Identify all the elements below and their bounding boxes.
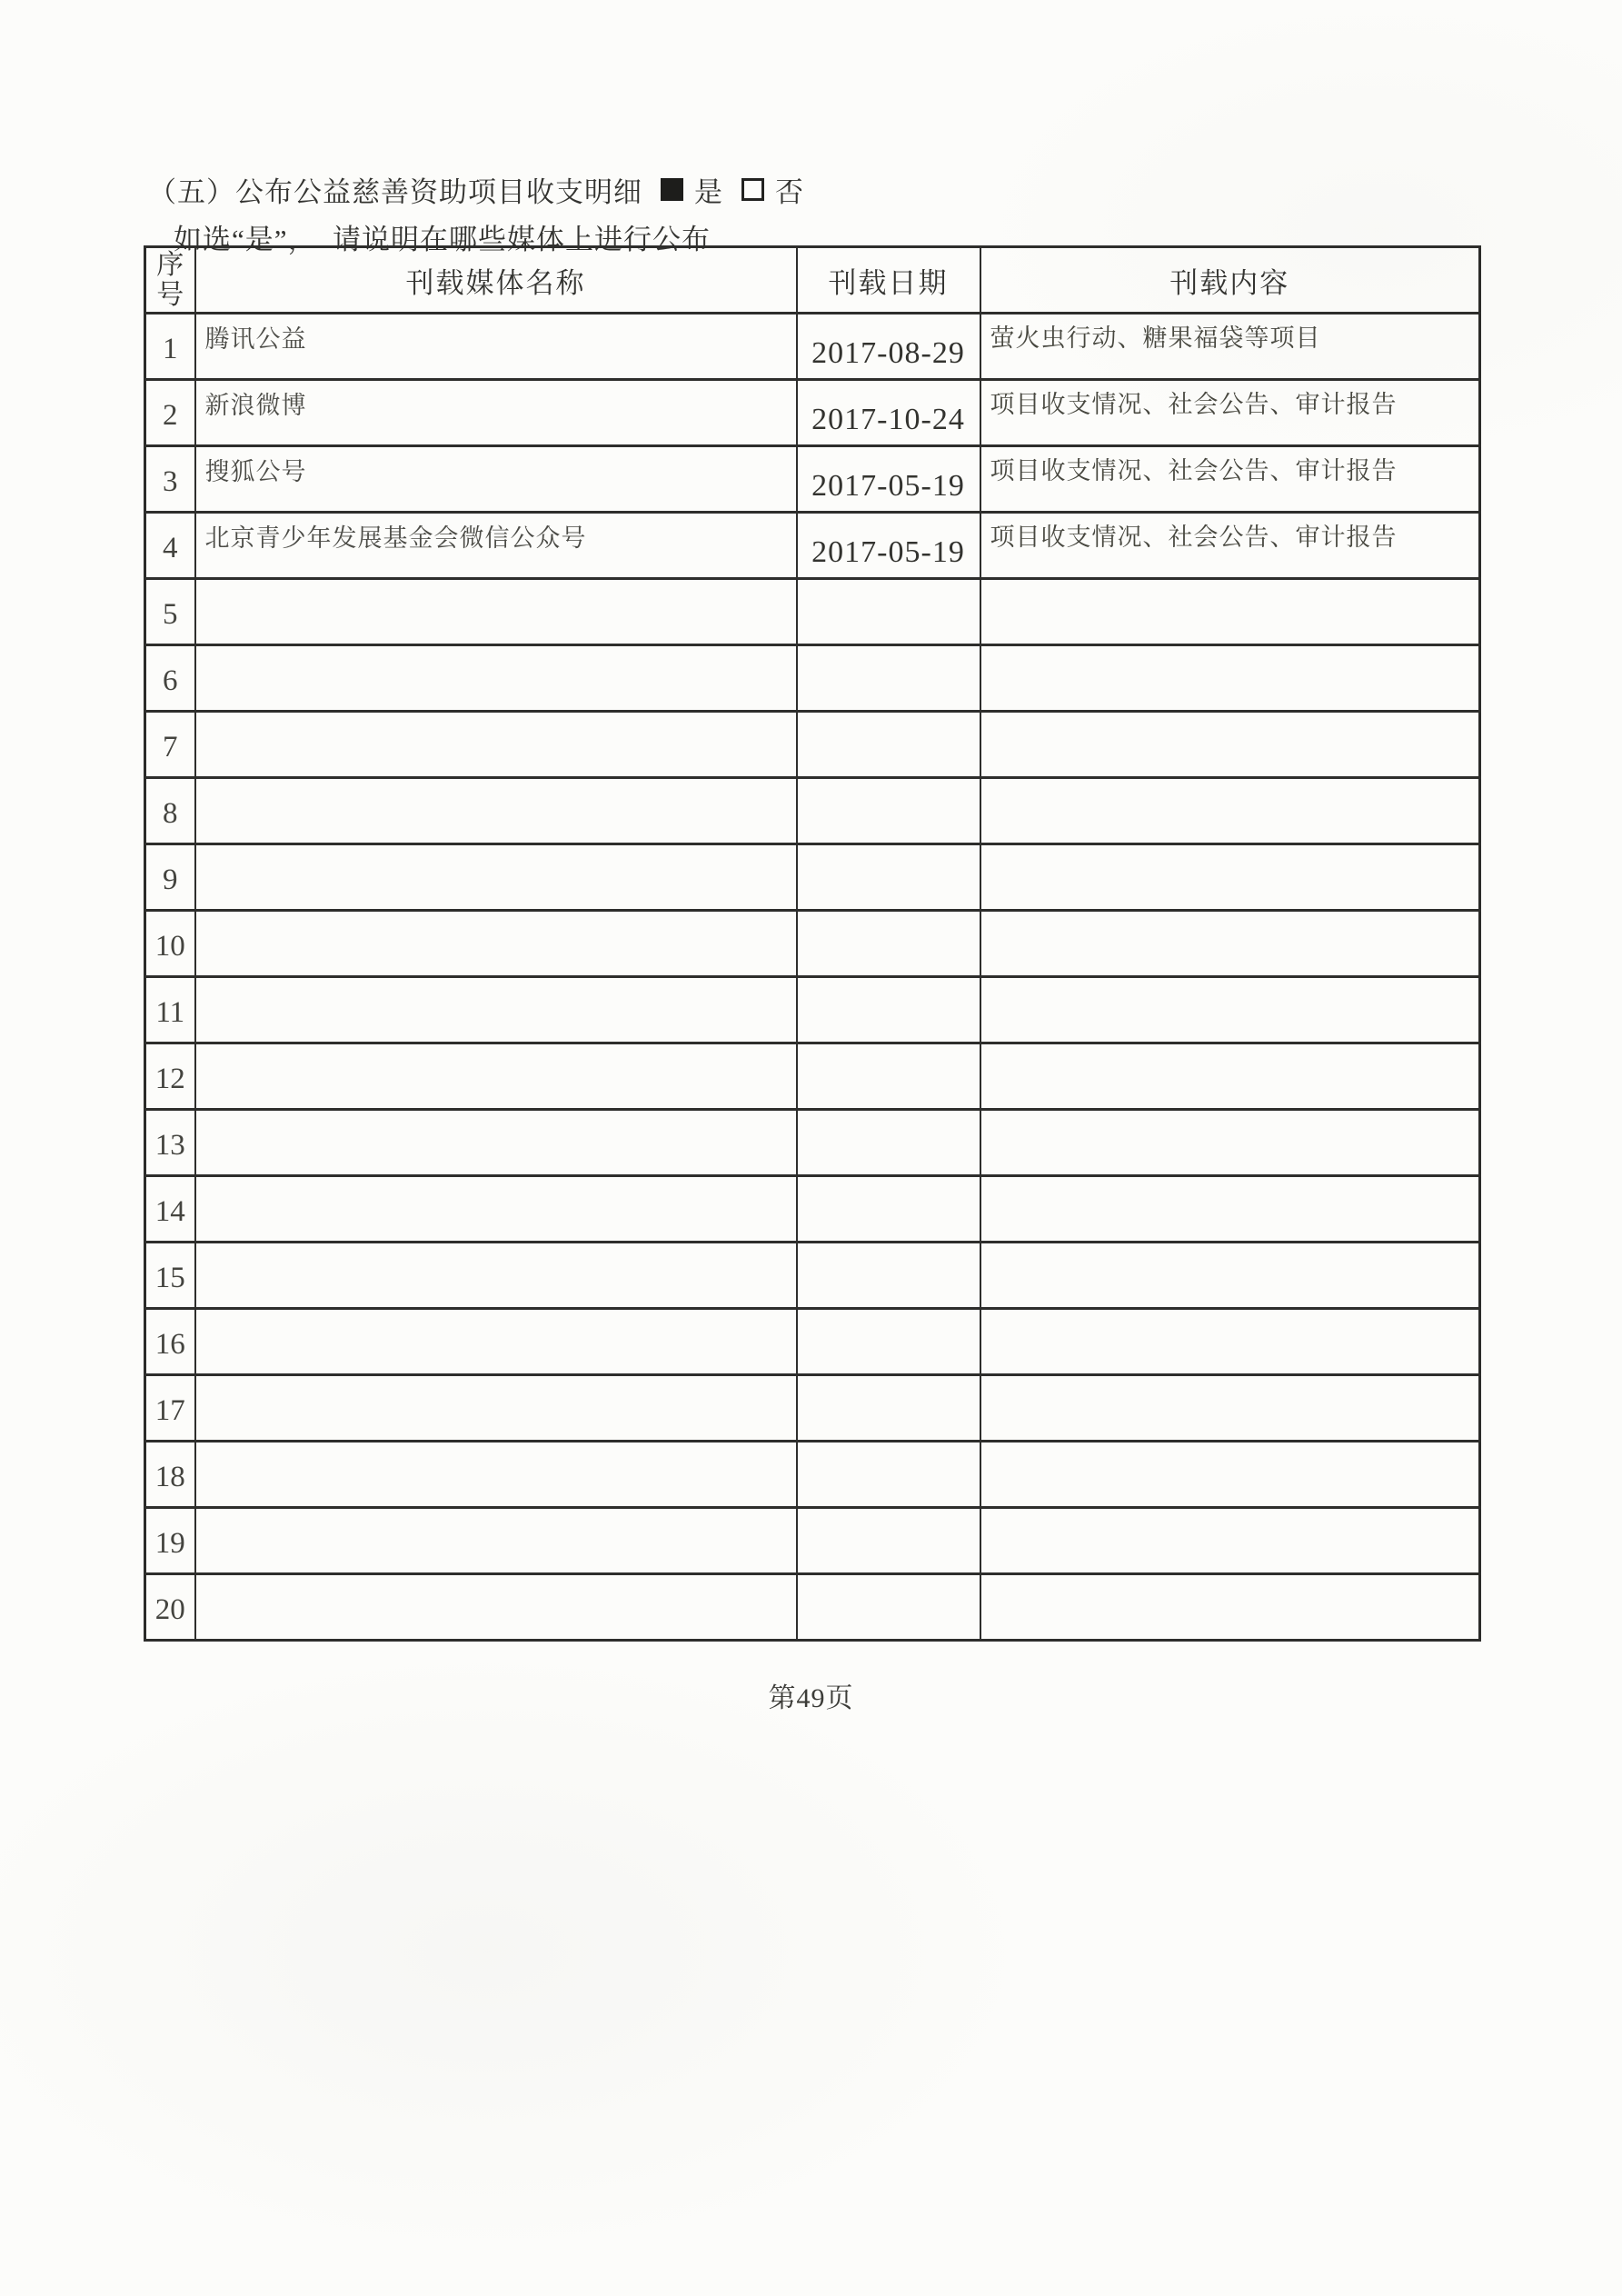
media-name-column-header: 刊载媒体名称 [195,247,797,314]
publish-date-cell [797,844,980,911]
publish-date-cell [797,1043,980,1110]
row-index-cell: 5 [145,579,195,645]
publish-date-cell [797,1176,980,1243]
table-row [145,1442,1480,1508]
yes-checkbox-checked-icon [661,178,683,201]
publish-content-cell [980,1442,1480,1508]
publish-content-cell [980,911,1480,977]
media-table-body [145,314,1480,1641]
media-name-cell [195,579,797,645]
row-index-cell: 15 [145,1243,195,1309]
row-index-cell: 16 [145,1309,195,1375]
form-heading [148,169,804,257]
table-row [145,380,1480,446]
publish-content-cell: 萤火虫行动、糖果福袋等项目 [980,314,1480,380]
publish-content-cell: 项目收支情况、社会公告、审计报告 [980,446,1480,513]
publish-date-cell [797,1309,980,1375]
row-index-cell: 7 [145,712,195,778]
media-name-cell [195,1309,797,1375]
table-row [145,446,1480,513]
row-index-cell: 19 [145,1508,195,1574]
media-name-cell [195,1574,797,1641]
publish-date-cell [797,778,980,844]
publish-date-cell: 2017-10-24 [797,380,980,446]
publish-content-cell [980,977,1480,1043]
media-name-cell [195,712,797,778]
publish-date-cell: 2017-05-19 [797,446,980,513]
page-number: 第49页 [768,1683,854,1713]
row-index-cell: 10 [145,911,195,977]
media-publication-table [144,245,1481,1642]
publish-date-column-header: 刊载日期 [797,247,980,314]
publish-date-cell [797,977,980,1043]
publish-content-column-header: 刊载内容 [980,247,1480,314]
row-index-cell: 13 [145,1110,195,1176]
publish-date-cell [797,1574,980,1641]
media-name-cell [195,1110,797,1176]
section-heading: （五）公布公益慈善资助项目收支明细 [148,176,642,208]
publish-date-cell [797,1110,980,1176]
table-row [145,1375,1480,1442]
media-name-cell [195,645,797,712]
table-row [145,1309,1480,1375]
table-row [145,977,1480,1043]
media-name-cell [195,1508,797,1574]
publish-content-cell [980,712,1480,778]
row-index-cell: 14 [145,1176,195,1243]
media-name-cell: 搜狐公号 [195,446,797,513]
table-row [145,314,1480,380]
no-option-label: 否 [775,176,804,208]
publish-date-cell: 2017-05-19 [797,513,980,579]
publish-date-cell: 2017-08-29 [797,314,980,380]
media-name-cell [195,778,797,844]
media-name-cell: 北京青少年发展基金会微信公众号 [195,513,797,579]
media-name-cell [195,1442,797,1508]
publish-content-cell [980,1243,1480,1309]
table-row [145,1110,1480,1176]
media-name-cell [195,1043,797,1110]
table-row [145,1243,1480,1309]
row-index-cell: 11 [145,977,195,1043]
table-row [145,579,1480,645]
publish-content-cell [980,1574,1480,1641]
table-row [145,844,1480,911]
publish-content-cell: 项目收支情况、社会公告、审计报告 [980,380,1480,446]
media-name-cell [195,844,797,911]
publish-content-cell [980,1176,1480,1243]
row-index-cell: 1 [145,314,195,380]
publish-date-cell [797,911,980,977]
row-index-cell: 20 [145,1574,195,1641]
table-header-row [145,247,1480,314]
row-index-cell: 8 [145,778,195,844]
media-name-cell [195,1375,797,1442]
publish-date-cell [797,712,980,778]
index-column-header: 序号 [145,247,195,314]
table-row [145,778,1480,844]
table-row [145,1574,1480,1641]
publish-content-cell [980,1043,1480,1110]
table-row [145,513,1480,579]
media-name-cell [195,911,797,977]
section-heading-line [148,169,804,210]
row-index-cell: 18 [145,1442,195,1508]
publish-content-cell [980,844,1480,911]
publish-date-cell [797,1442,980,1508]
row-index-cell: 4 [145,513,195,579]
publish-date-cell [797,1243,980,1309]
row-index-cell: 6 [145,645,195,712]
publish-content-cell [980,778,1480,844]
yes-option-label: 是 [694,176,723,208]
publish-content-cell [980,645,1480,712]
row-index-cell: 17 [145,1375,195,1442]
row-index-cell: 9 [145,844,195,911]
publish-content-cell [980,1508,1480,1574]
instruction-text: 如选“是”， 请说明在哪些媒体上进行公布 [174,224,711,255]
publish-date-cell [797,1375,980,1442]
table-row [145,1043,1480,1110]
media-name-cell: 新浪微博 [195,380,797,446]
publish-date-cell [797,579,980,645]
row-index-cell: 3 [145,446,195,513]
media-name-cell: 腾讯公益 [195,314,797,380]
publish-content-cell [980,1375,1480,1442]
publish-content-cell: 项目收支情况、社会公告、审计报告 [980,513,1480,579]
publish-content-cell [980,579,1480,645]
table-row [145,1508,1480,1574]
publish-content-cell [980,1309,1480,1375]
media-name-cell [195,1176,797,1243]
row-index-cell: 12 [145,1043,195,1110]
publish-date-cell [797,645,980,712]
table-row [145,1176,1480,1243]
table-row [145,911,1480,977]
publish-date-cell [797,1508,980,1574]
table-row [145,712,1480,778]
row-index-cell: 2 [145,380,195,446]
media-name-cell [195,977,797,1043]
media-name-cell [195,1243,797,1309]
publish-content-cell [980,1110,1480,1176]
no-checkbox-unchecked-icon [741,178,764,201]
table-row [145,645,1480,712]
